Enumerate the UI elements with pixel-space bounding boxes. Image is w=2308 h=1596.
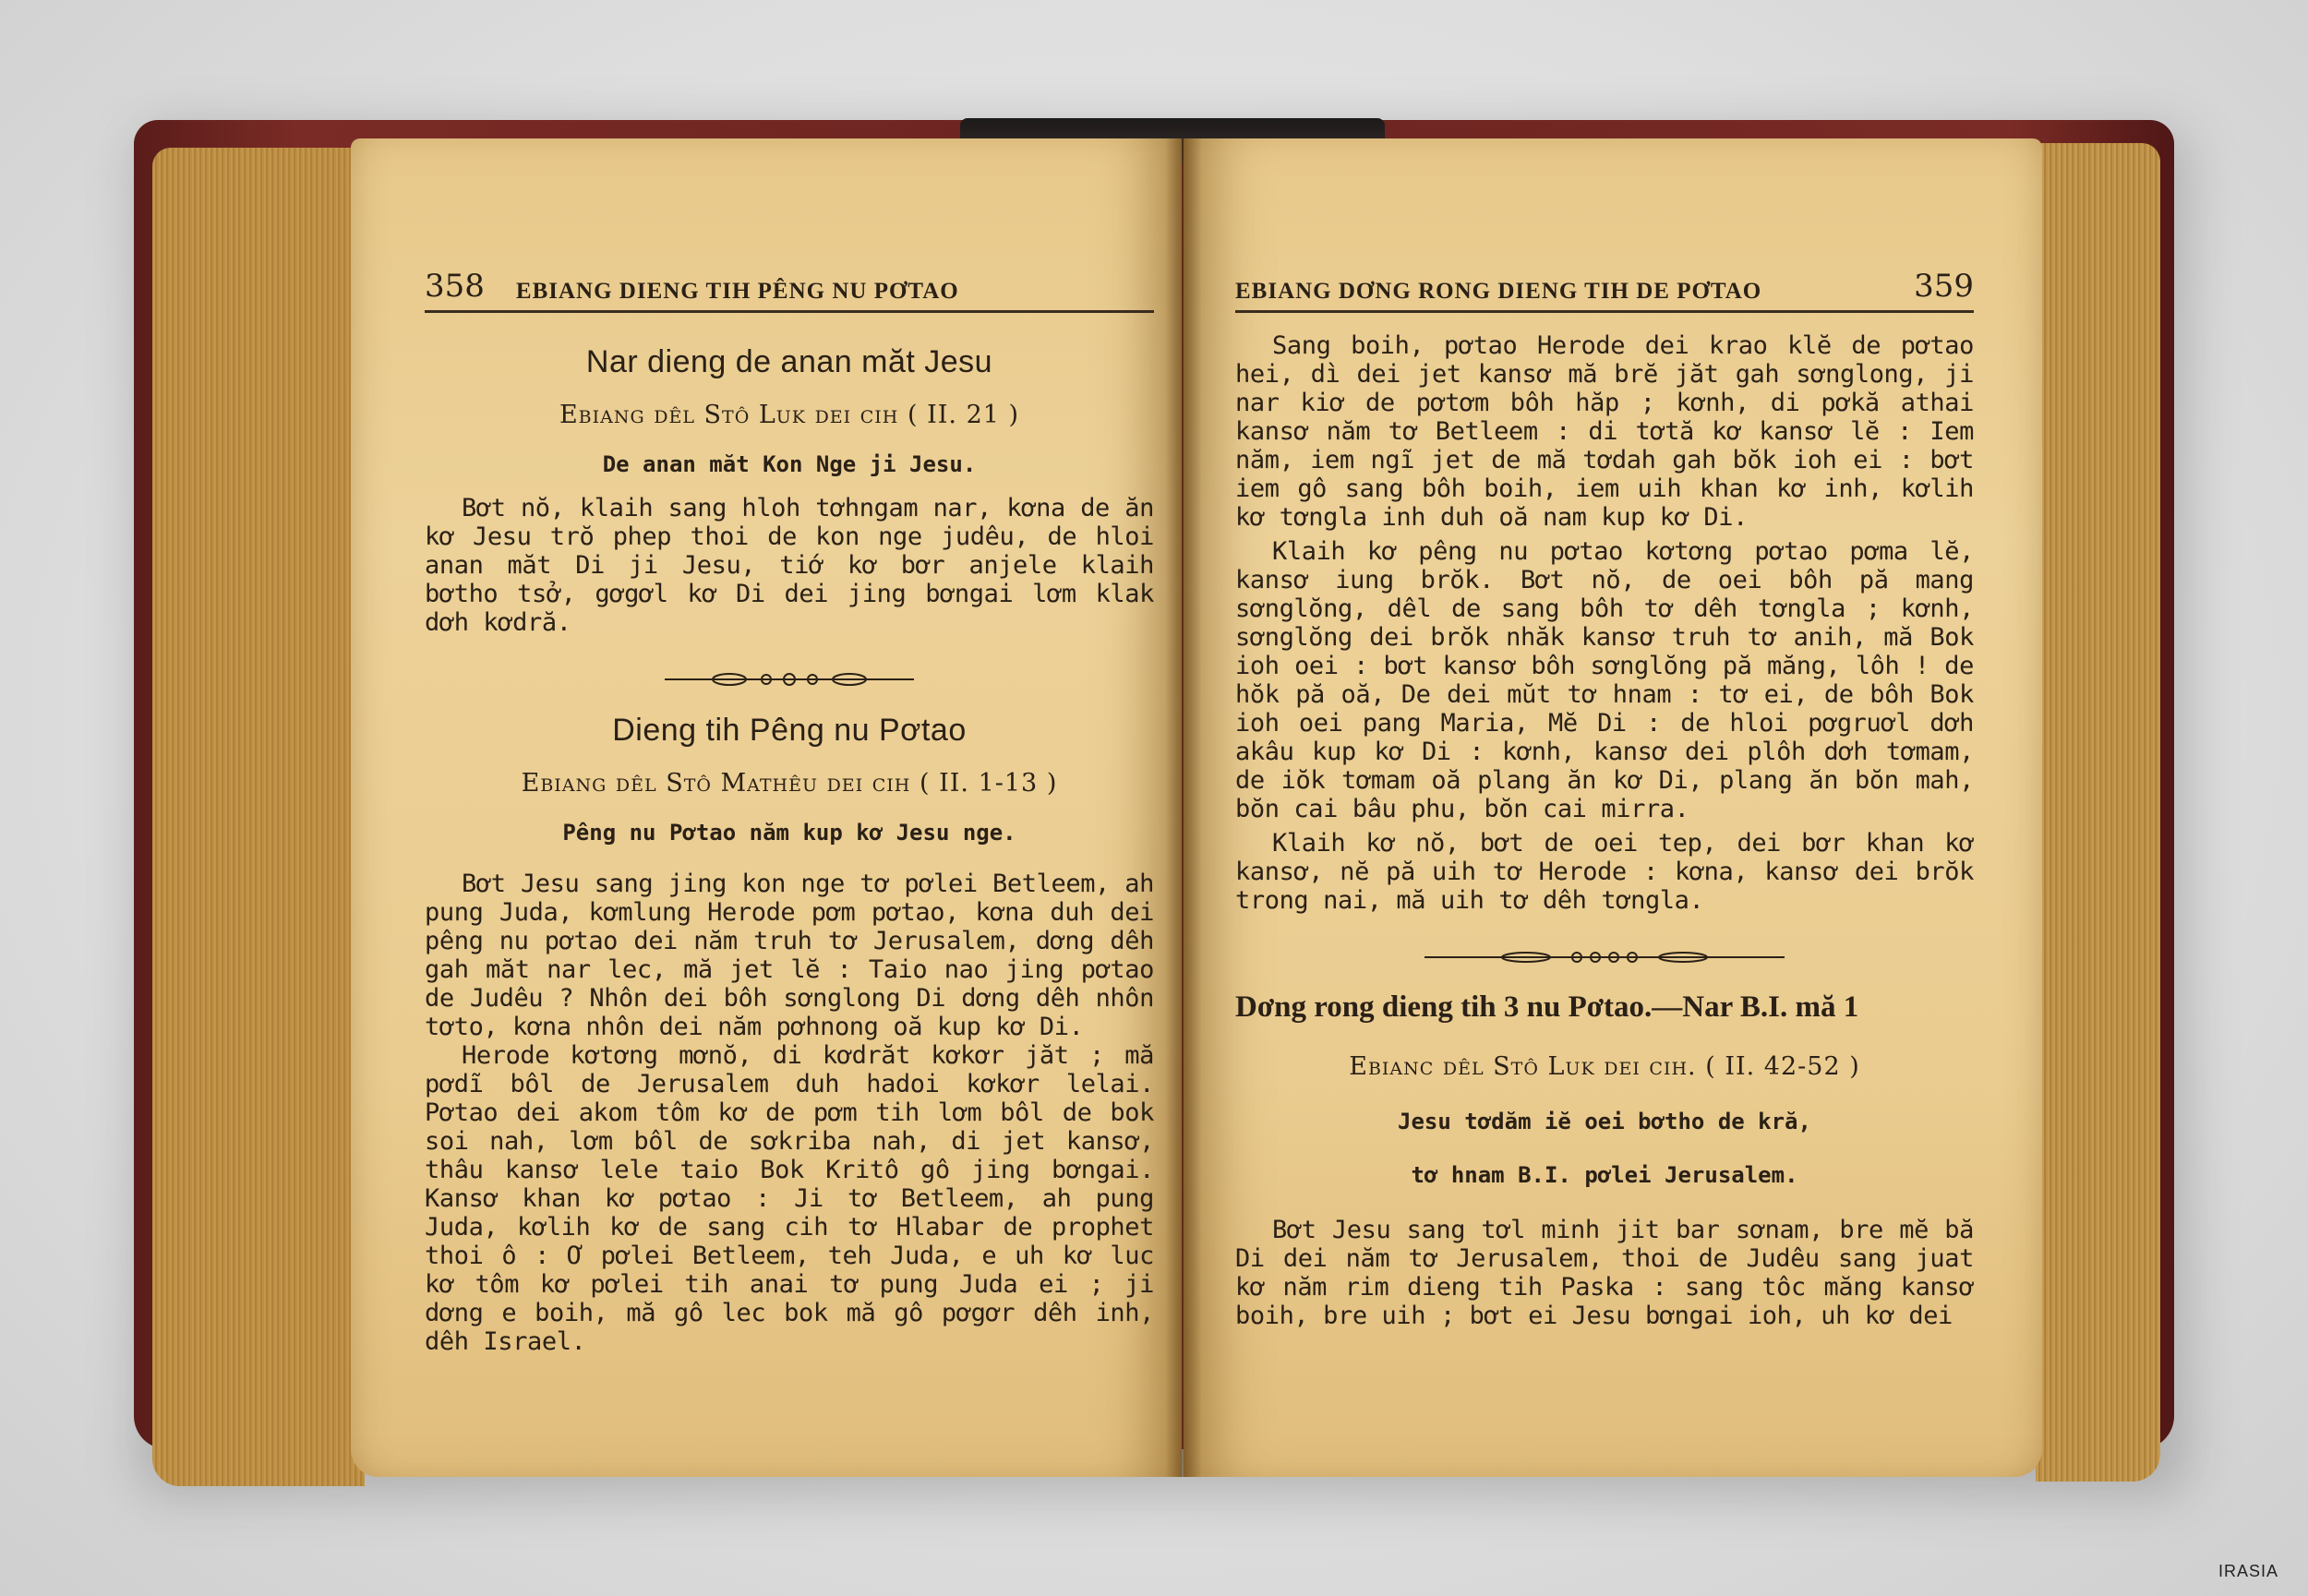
right-page <box>1184 138 2042 1477</box>
paragraph: Bơt nŏ, klaih sang hloh tơhngam nar, kơna de ăn kơ Jesu trŏ phep thoi de kon nge judêu, de hloi anan măt Di ji Jesu, tiớ kơ bơr anjele klaih bơtho tsở, gơgơl kơ Di dei jing bơngai lơm klak dơh kơdră. <box>425 494 1154 637</box>
left-page-content <box>425 249 1154 1356</box>
watermark: IRASIA <box>2218 1562 2278 1580</box>
ornament-icon <box>1424 948 1785 966</box>
paragraph: Herode kơtơng mơnŏ, di kơdrăt kơkơr jăt ; mă pơdĩ bôl de Jerusalem duh hadoi kơkơr lelai. Pơtao dei akom tôm kơ de pơm tih lơm bôl de bok soi nah, lơm bôl de sơkriba nah, di jet kansơ, thâu kansơ lele taio Bok Kritô gô jing bơngai. Kansơ khan kơ pơtao : Ji tơ Betleem, ah pung Juda, kơlih kơ de sang cih tơ Hlabar de prophet thoi ô : Ơ pơlei Betleem, teh Juda, e uh kơ luc kơ tôm kơ pơlei tih anai tơ pung Juda ei ; ji dơng e boih, mă gô lec bok mă gô pơgơr dêh inh, dêh Israel. <box>425 1041 1154 1356</box>
section-subtitle: Jesu tơdăm iĕ oei bơtho de kră, <box>1398 1109 1811 1134</box>
left-page-edges <box>152 148 365 1486</box>
section-subtitle: Pêng nu Pơtao năm kup kơ Jesu nge. <box>562 820 1016 846</box>
section-source: Ebianc dêl Stô Luk dei cih. ( II. 42-52 ) <box>1349 1052 1860 1081</box>
right-page-header <box>1235 249 1974 313</box>
section-subtitle: tơ hnam B.I. pơlei Jerusalem. <box>1411 1162 1798 1188</box>
ornament-divider <box>425 670 1154 689</box>
right-page-content <box>1235 249 1974 1330</box>
section-source: Ebiang dêl Stô Mathêu dei cih ( II. 1-13 ) <box>521 769 1058 798</box>
paragraph: Klaih kơ pêng nu pơtao kơtơng pơtao pơma lĕ, kansơ iung brŏk. Bơt nŏ, de oei bôh pă mang sơnglŏng, dêl de sang bôh tơ dêh tơngla ; kơnh, sơnglŏng dei brŏk nhăk kansơ truh tơ anih, mă Bok ioh oei : bơt kansơ bôh sơnglŏng pă măng, lôh ! de hŏk pă oă, De dei mŭt tơ hnam : tơ ei, de bôh Bok ioh oei pang Maria, Mĕ Di : de hloi pơgruơl dơh akâu kup kơ Di : kơnh, kansơ dei plôh dơh tơmam, de iŏk tơmam oă plang ăn kơ Di, plang ăn bŏn mah, bŏn cai bâu phu, bŏn cai mirra. <box>1235 537 1974 823</box>
running-head: EBIANG DIENG TIH PÊNG NU PƠTAO <box>515 279 959 304</box>
running-head: EBIANG DƠNG RONG DIENG TIH DE PƠTAO <box>1235 279 1762 304</box>
page-number: 359 <box>1914 268 1974 305</box>
left-page-header <box>425 249 1154 313</box>
ornament-divider <box>1235 948 1974 966</box>
paragraph: Bơt Jesu sang tơl minh jit bar sơnam, bre mĕ bă Di dei năm tơ Jerusalem, thoi de Judêu sang juat kơ năm rim dieng tih Paska : sang tôc măng kansơ boih, bre uih ; bơt ei Jesu bơngai ioh, uh kơ dei <box>1235 1216 1974 1330</box>
right-page-edges <box>2036 143 2160 1482</box>
book-gutter <box>1165 138 1202 1477</box>
section-title: Dơng rong dieng tih 3 nu Pơtao.—Nar B.I. mă 1 <box>1235 990 1859 1024</box>
page-number: 358 <box>425 268 485 305</box>
paragraph: Sang boih, pơtao Herode dei krao klĕ de pơtao hei, dì dei jet kansơ mă brĕ jăt gah sơnglong, ji nar kiơ de pơtơm bôh hăp ; kơnh, di pơkă athai kansơ năm tơ Betleem : di tơtă kơ kansơ lĕ : Iem năm, iem ngĩ jet de mă tơdah gah bŏk ioh ei : bơt iem gô sang bôh boih, iem uih khan kơ inh, kơlih kơ tơngla inh duh oă nam kup kơ Di. <box>1235 331 1974 532</box>
paragraph: Bơt Jesu sang jing kon nge tơ pơlei Betleem, ah pung Juda, kơmlung Herode pơm pơtao, kơna duh dei pêng nu pơtao dei năm truh tơ Jerusalem, dơng dêh gah măt nar lec, mă jet lĕ : Taio nao jing pơtao de Judêu ? Nhôn dei bôh sơnglong Di dơng dêh nhôn tơto, kơna nhôn dei năm pơhnong oă kup kơ Di. <box>425 870 1154 1041</box>
section-title: Nar dieng de anan măt Jesu <box>585 344 993 379</box>
ornament-icon <box>665 670 914 689</box>
left-page <box>351 138 1182 1477</box>
paragraph: Klaih kơ nŏ, bơt de oei tep, dei bơr khan kơ kansơ, nĕ pă uih tơ Herode : kơna, kansơ dei brŏk trong nai, mă uih tơ dêh tơngla. <box>1235 829 1974 915</box>
section-subtitle: De anan măt Kon Nge ji Jesu. <box>602 451 977 477</box>
section-title: Dieng tih Pêng nu Pơtao <box>612 713 967 748</box>
section-source: Ebiang dêl Stô Luk dei cih ( II. 21 ) <box>559 401 1020 429</box>
